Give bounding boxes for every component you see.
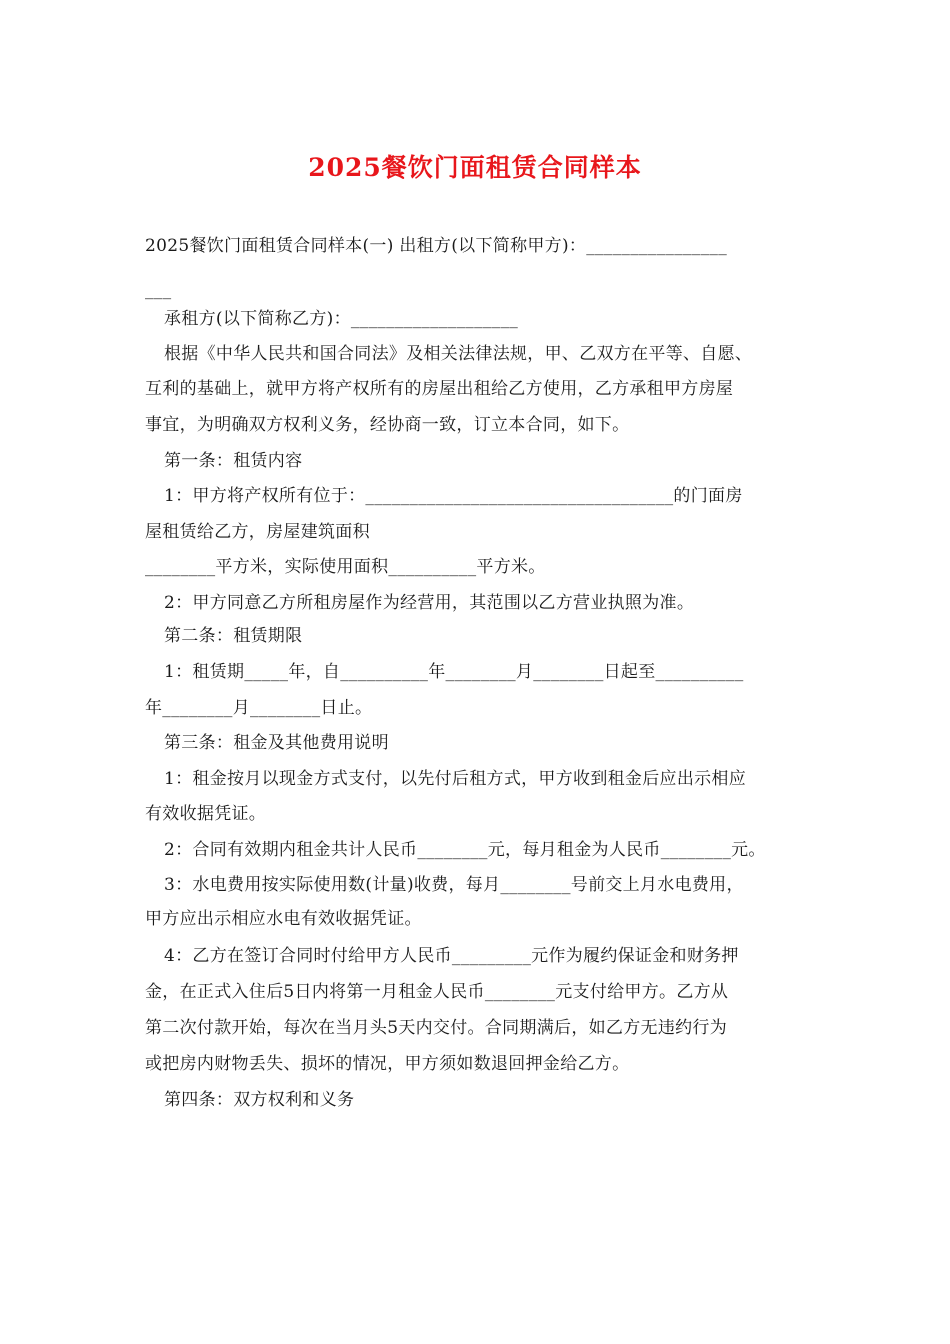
document-title: 2025餐饮门面租赁合同样本 xyxy=(308,153,642,182)
text-line: 年________月________日止。 xyxy=(145,698,373,718)
section-heading: 第三条：租金及其他费用说明 xyxy=(164,733,389,753)
text-line: 或把房内财物丢失、损坏的情况，甲方须如数退回押金给乙方。 xyxy=(145,1054,630,1074)
text-line: ___ xyxy=(145,280,172,300)
text-line: 1：甲方将产权所有位于：___________________________________的门面房 xyxy=(164,486,743,506)
section-heading: 第四条：双方权利和义务 xyxy=(164,1090,355,1110)
text-line: 2：合同有效期内租金共计人民币________元，每月租金为人民币________元。 xyxy=(164,840,766,860)
text-line: 互利的基础上，就甲方将产权所有的房屋出租给乙方使用，乙方承租甲方房屋 xyxy=(145,379,734,399)
section-heading: 第一条：租赁内容 xyxy=(164,451,303,471)
text-line: 有效收据凭证。 xyxy=(145,804,267,824)
text-line: 屋租赁给乙方，房屋建筑面积 xyxy=(145,522,370,542)
section-heading: 第二条：租赁期限 xyxy=(164,626,303,646)
text-line: 1：租赁期_____年，自__________年________月________日起至__________ xyxy=(164,662,744,682)
text-line: 3：水电费用按实际使用数(计量)收费，每月________号前交上月水电费用， xyxy=(164,875,744,895)
text-line: 2：甲方同意乙方所租房屋作为经营用，其范围以乙方营业执照为准。 xyxy=(164,593,695,613)
text-line: 根据《中华人民共和国合同法》及相关法律法规，甲、乙双方在平等、自愿、 xyxy=(164,344,753,364)
text-line: 事宜，为明确双方权利义务，经协商一致，订立本合同，如下。 xyxy=(145,415,630,435)
text-line: 金，在正式入住后5日内将第一月租金人民币________元支付给甲方。乙方从 xyxy=(145,982,729,1002)
text-line: 承租方(以下简称乙方)：___________________ xyxy=(164,309,519,329)
text-line: 2025餐饮门面租赁合同样本(一) 出租方(以下简称甲方)：________________ xyxy=(145,236,727,256)
text-line: 第二次付款开始，每次在当月头5天内交付。合同期满后，如乙方无违约行为 xyxy=(145,1018,728,1038)
text-line: ________平方米，实际使用面积__________平方米。 xyxy=(145,557,546,577)
text-line: 4：乙方在签订合同时付给甲方人民币_________元作为履约保证金和财务押 xyxy=(164,946,739,966)
text-line: 1：租金按月以现金方式支付，以先付后租方式，甲方收到租金后应出示相应 xyxy=(164,769,747,789)
text-line: 甲方应出示相应水电有效收据凭证。 xyxy=(145,909,422,929)
